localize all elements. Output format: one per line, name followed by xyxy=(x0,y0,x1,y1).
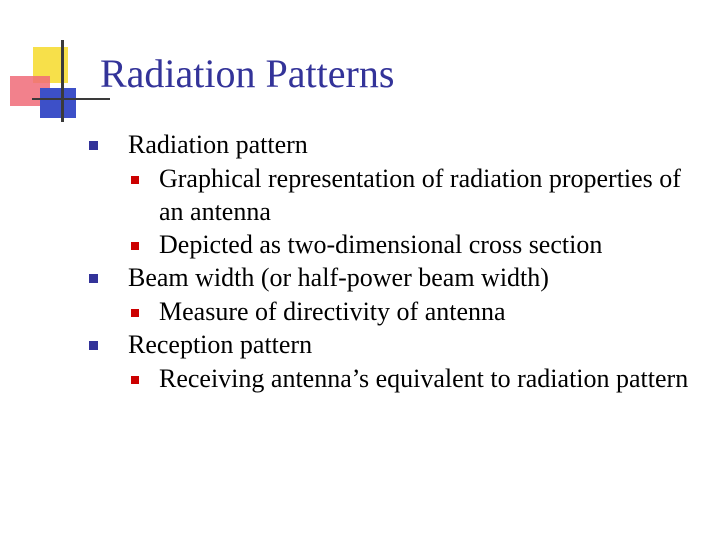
bullet-text: Reception pattern xyxy=(128,330,313,359)
sub-bullet-text: Graphical representation of radiation properties of an antenna xyxy=(159,164,681,226)
sub-bullet-text: Depicted as two-dimensional cross section xyxy=(159,230,603,259)
decorative-logo-blocks xyxy=(0,0,100,130)
bullet-text: Radiation pattern xyxy=(128,130,308,159)
sub-bullet-item xyxy=(88,295,708,328)
vertical-rule xyxy=(61,40,64,122)
square-bullet-icon xyxy=(131,376,139,384)
square-bullet-icon xyxy=(89,141,98,150)
sub-bullet-text: Measure of directivity of antenna xyxy=(159,297,506,326)
bullet-text: Beam width (or half-power beam width) xyxy=(128,263,549,292)
sub-bullet-item xyxy=(88,362,708,395)
blue-square xyxy=(40,88,76,118)
square-bullet-icon xyxy=(131,309,139,317)
sub-bullet-item xyxy=(88,228,708,261)
square-bullet-icon xyxy=(131,176,139,184)
bullet-item xyxy=(88,328,708,362)
sub-bullet-item xyxy=(88,162,708,228)
bullet-item xyxy=(88,128,708,162)
horizontal-rule xyxy=(32,98,110,100)
square-bullet-icon xyxy=(89,341,98,350)
square-bullet-icon xyxy=(89,274,98,283)
slide-title: Radiation Patterns xyxy=(100,51,395,96)
sub-bullet-text: Receiving antenna’s equivalent to radiation pattern xyxy=(159,364,689,393)
bullet-item xyxy=(88,261,708,295)
square-bullet-icon xyxy=(131,242,139,250)
bullet-list xyxy=(88,128,708,395)
